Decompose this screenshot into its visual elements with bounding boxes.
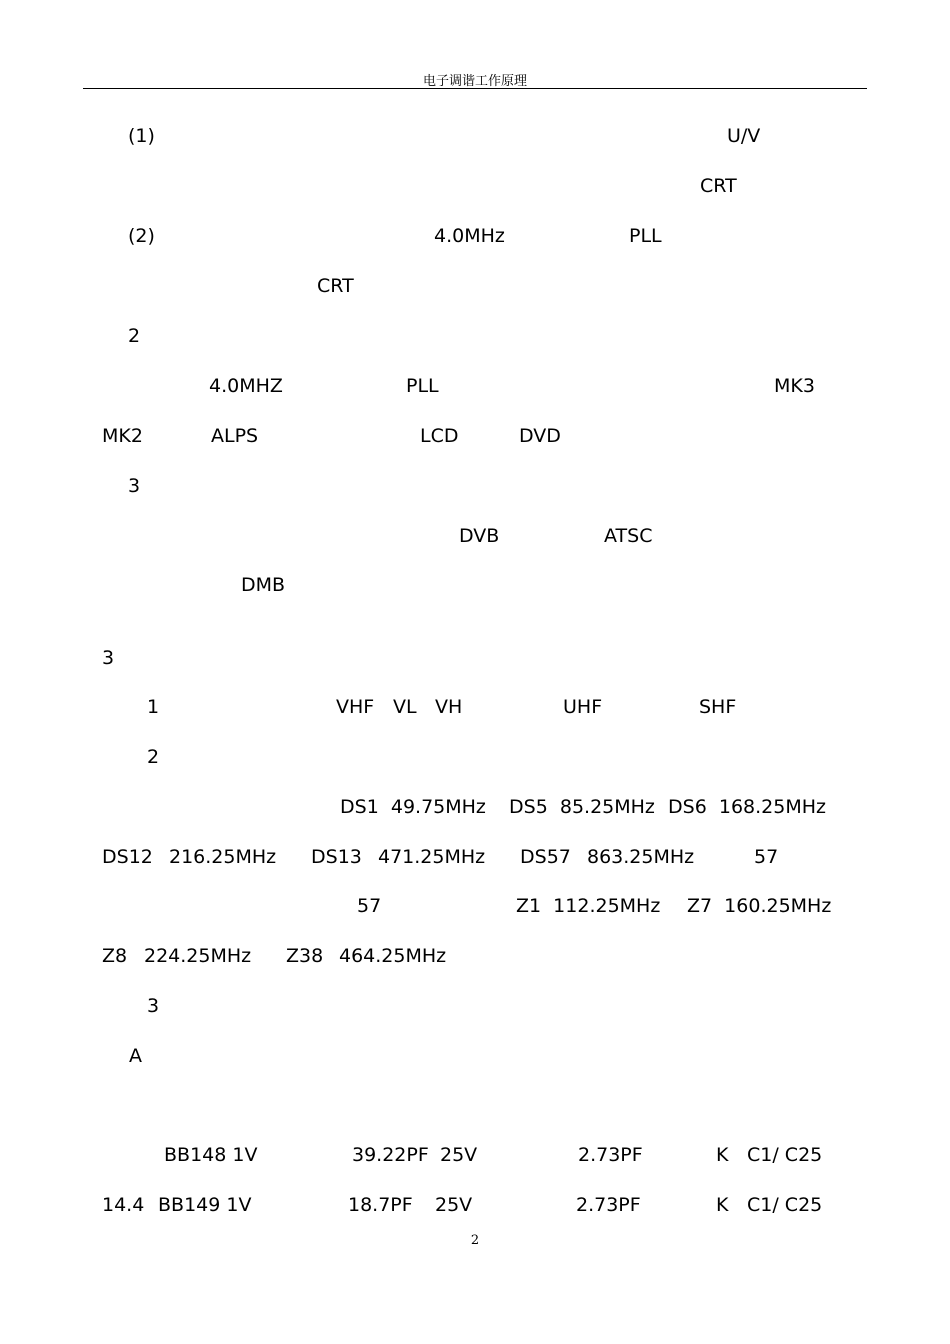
text-fragment: 216.25MHz xyxy=(169,846,277,868)
text-fragment: DVB xyxy=(459,525,500,547)
text-fragment: 2.73PF xyxy=(578,1144,643,1166)
text-fragment: PLL xyxy=(406,375,439,397)
section-heading-number: 3 xyxy=(102,647,115,669)
text-fragment: VHF xyxy=(336,696,375,718)
text-fragment: VL xyxy=(393,696,417,718)
item-marker-1: (1) xyxy=(128,125,155,147)
text-fragment: CRT xyxy=(317,275,354,297)
text-fragment: BB149 1V xyxy=(158,1194,252,1216)
text-fragment: DS57 xyxy=(520,846,571,868)
text-fragment: DVD xyxy=(519,425,561,447)
text-fragment: 464.25MHz xyxy=(339,945,447,967)
section-number: 3 xyxy=(128,475,141,497)
text-fragment: 25V xyxy=(440,1144,478,1166)
text-fragment: VH xyxy=(435,696,463,718)
text-fragment: C1/ C25 xyxy=(747,1144,823,1166)
text-fragment: ATSC xyxy=(604,525,653,547)
text-fragment: ALPS xyxy=(211,425,259,447)
text-fragment: 2.73PF xyxy=(576,1194,641,1216)
text-fragment: Z7 160.25MHz xyxy=(687,895,832,917)
text-fragment: 224.25MHz xyxy=(144,945,252,967)
text-fragment: MK3 xyxy=(774,375,815,397)
text-fragment: Z1 112.25MHz xyxy=(516,895,661,917)
text-fragment: SHF xyxy=(699,696,737,718)
page-header-title: 电子调谐工作原理 xyxy=(422,74,527,89)
text-fragment: Z8 xyxy=(102,945,128,967)
text-fragment: DS5 85.25MHz xyxy=(509,796,655,818)
text-fragment: 863.25MHz xyxy=(587,846,695,868)
text-fragment: 471.25MHz xyxy=(378,846,486,868)
item-number: 1 xyxy=(147,696,160,718)
item-number: 2 xyxy=(147,746,160,768)
text-fragment: CRT xyxy=(700,175,737,197)
text-fragment: U/V xyxy=(727,125,761,147)
text-fragment: 57 xyxy=(357,895,382,917)
text-fragment: MK2 xyxy=(102,425,143,447)
text-fragment: K xyxy=(716,1144,729,1166)
text-fragment: 57 xyxy=(754,846,779,868)
text-fragment: A xyxy=(129,1045,142,1067)
text-fragment: C1/ C25 xyxy=(747,1194,823,1216)
text-fragment: Z38 xyxy=(286,945,324,967)
text-fragment: 4.0MHZ xyxy=(209,375,283,397)
text-fragment: DS1 49.75MHz xyxy=(340,796,486,818)
text-fragment: 4.0MHz xyxy=(434,225,505,247)
text-fragment: DS6 168.25MHz xyxy=(668,796,826,818)
text-fragment: BB148 1V xyxy=(164,1144,258,1166)
text-fragment: DS12 xyxy=(102,846,153,868)
item-marker-2: (2) xyxy=(128,225,155,247)
text-fragment: PLL xyxy=(629,225,662,247)
text-fragment: 39.22PF xyxy=(352,1144,429,1166)
text-fragment: 18.7PF xyxy=(348,1194,413,1216)
header-rule xyxy=(83,88,867,89)
text-fragment: 25V xyxy=(435,1194,473,1216)
section-number: 2 xyxy=(128,325,141,347)
item-number: 3 xyxy=(147,995,160,1017)
text-fragment: UHF xyxy=(563,696,603,718)
text-fragment: DS13 xyxy=(311,846,362,868)
text-fragment: 14.4 xyxy=(102,1194,145,1216)
text-fragment: LCD xyxy=(420,425,459,447)
text-fragment: K xyxy=(716,1194,729,1216)
text-fragment: DMB xyxy=(241,574,286,596)
page-number: 2 xyxy=(470,1233,480,1248)
